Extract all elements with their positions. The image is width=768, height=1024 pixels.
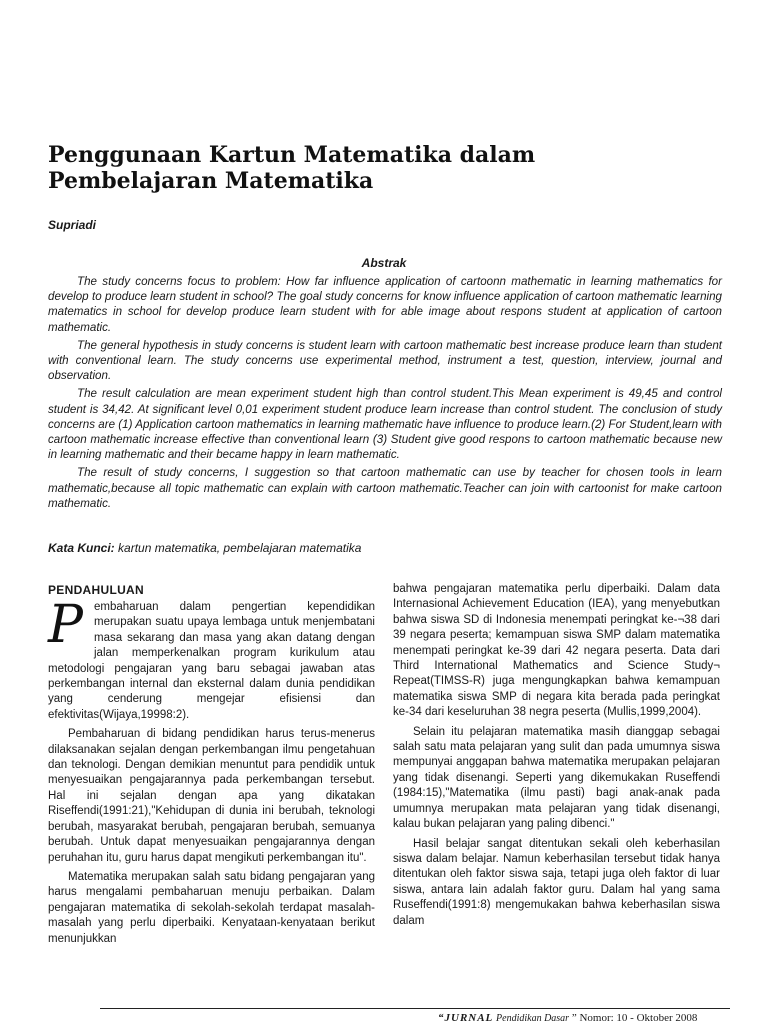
body-paragraph: Pembaharuan di bidang pendidikan harus terus-menerus dilaksanakan sejalan dengan perkembangan ilmu pengetahuan dan teknologi. Dengan demikian menuntut para pendidik untuk menyesuaikan pengajarannya pada perkembangan tersebut. Hal ini sejalan dengan apa yang dikatakan Riseffendi(1991:21),"Kehidupan di dunia ini berubah, teknologi berubah, masyarakat berubah, pengajaran berubah, semuanya berubah. Untuk dapat menyesuaikan pengajarannya dengan peruhahan itu, guru harus dapat mengikuti perkembangan itu". [48,728,375,864]
drop-cap: P [48,595,83,655]
keywords [48,541,722,555]
footer-journal: “JURNAL [438,1012,494,1024]
footer-issue: ” Nomor: 10 - Oktober 2008 [571,1012,698,1024]
keywords-label: Kata Kunci: [48,541,115,555]
abstract-paragraph: The result of study concerns, I suggestion so that cartoon mathematic can use by teacher for chosen tools in learn mathematic,because all topic mathematic can explain with cartoon mathematic.Teacher can join with cartoonist for make cartoon mathematic. [48,466,722,510]
body-paragraph: Selain itu pelajaran matematika masih dianggap sebagai salah satu mata pelajaran yang sulit dan pada umumnya siswa mempunyai anggapan bahwa matematika merupakan pelajaran yang tidak disenangi. Seperti yang dikemukakan Ruseffendi (1984:15),"Matematika (ilmu pasti) bagi anak-anak pada umumnya merupakan mata pelajaran yang tidak disenangi, kalau bukan pelajaran yang paling dibenci." [393,725,720,831]
abstract-paragraph: The general hypothesis in study concerns is student learn with cartoon mathematic best increase produce learn than student with conventional learn. The study concerns use experimental method, instrument a test, question, interview, journal and observation. [48,338,722,383]
keywords-value: kartun matematika, pembelajaran matematika [118,541,362,555]
footer-divider [100,1008,730,1009]
abstract-paragraph: The study concerns focus to problem: How far influence application of cartoonn mathematic in learning mathematics for develop to produce learn student in school? The goal study concerns for know influence application of cartoon mathematic learning matematics in school for develop produce learn student with for able image about respons student at application of cartoon mathematic. [48,275,722,334]
body-column-right [393,582,720,933]
section-heading: PENDAHULUAN [48,583,144,597]
title-line-2: Pembelajaran Matematika [48,168,374,194]
abstract-body [48,274,722,514]
page-footer [438,1012,697,1024]
footer-journal-subtitle: Pendidikan Dasar [496,1013,570,1024]
title-line-1: Penggunaan Kartun Matematika dalam [48,142,536,168]
body-paragraph [48,595,375,723]
body-paragraph-text: embaharuan dalam pengertian kependidikan merupakan suatu upaya lembaga untuk menjembatani masa sekarang dan masa yang akan datang dengan jalan memperkenalkan program kurikulum atau metodologi pengajaran yang baru sebagai jawaban atas perkembangan internal dan eksternal dalam dunia pendidikan yang cenderung mengejar efisiensi dan efektivitas(Wijaya,19998:2). [48,601,375,721]
body-paragraph: Matematika merupakan salah satu bidang pengajaran yang harus mengalami pembaharuan menuju perbaikan. Dalam pengajaran matematika di sekolah-sekolah terdapat masalah-masalah yang perlu diperbaiki. Kenyataan-kenyataan berikut menunjukkan [48,870,375,945]
body-paragraph: bahwa pengajaran matematika perlu diperbaiki. Dalam data Internasional Achievement Education (IEA), yang menyebutkan bahwa siswa SD di Indonesia menempati peringkat ke-¬38 dari 39 negara peserta; kemampuan siswa SMP dalam matematika menempati peringkat ke-39 dari 42 negara peserta. Data dari Third International Mathematics and Science Study¬ Repeat(TIMSS-R) juga mengungkapkan bahwa kemampuan matematika siswa SMP di negara kita berada pada peringkat ke-34 dari keseluruhan 38 negra peserta (Mullis,1999,2004). [393,583,720,719]
abstract-paragraph: The result calculation are mean experiment student high than control student.This Mean experiment is 49,45 and control student is 34,42. At significant level 0,01 experiment student produce learn increase than control student. The conclusion of study concerns are (1) Application cartoon mathematics in learning mathematic have influence to produce learn.(2) For Student,learn with cartoon mathematic increase effective than conventional learn (3) Student give good respons to cartoon mathematic because new in learning mathematic and their became happy in learn mathematic. [48,387,722,462]
article-title [48,142,688,194]
body-column-left [48,582,375,951]
author-name: Supriadi [48,218,97,232]
body-paragraph: Hasil belajar sangat ditentukan sekali oleh keberhasilan siswa dalam belajar. Namun keberhasilan tersebut tidak hanya ditentukan oleh faktor siswa saja, tetapi juga oleh faktor di luar siswa, antara lain adalah faktor guru. Dalam hal yang sama Ruseffendi(1991:8) mengemukakan bahwa keberhasilan siswa dalam [393,837,720,927]
abstract-heading: Abstrak [361,256,407,270]
